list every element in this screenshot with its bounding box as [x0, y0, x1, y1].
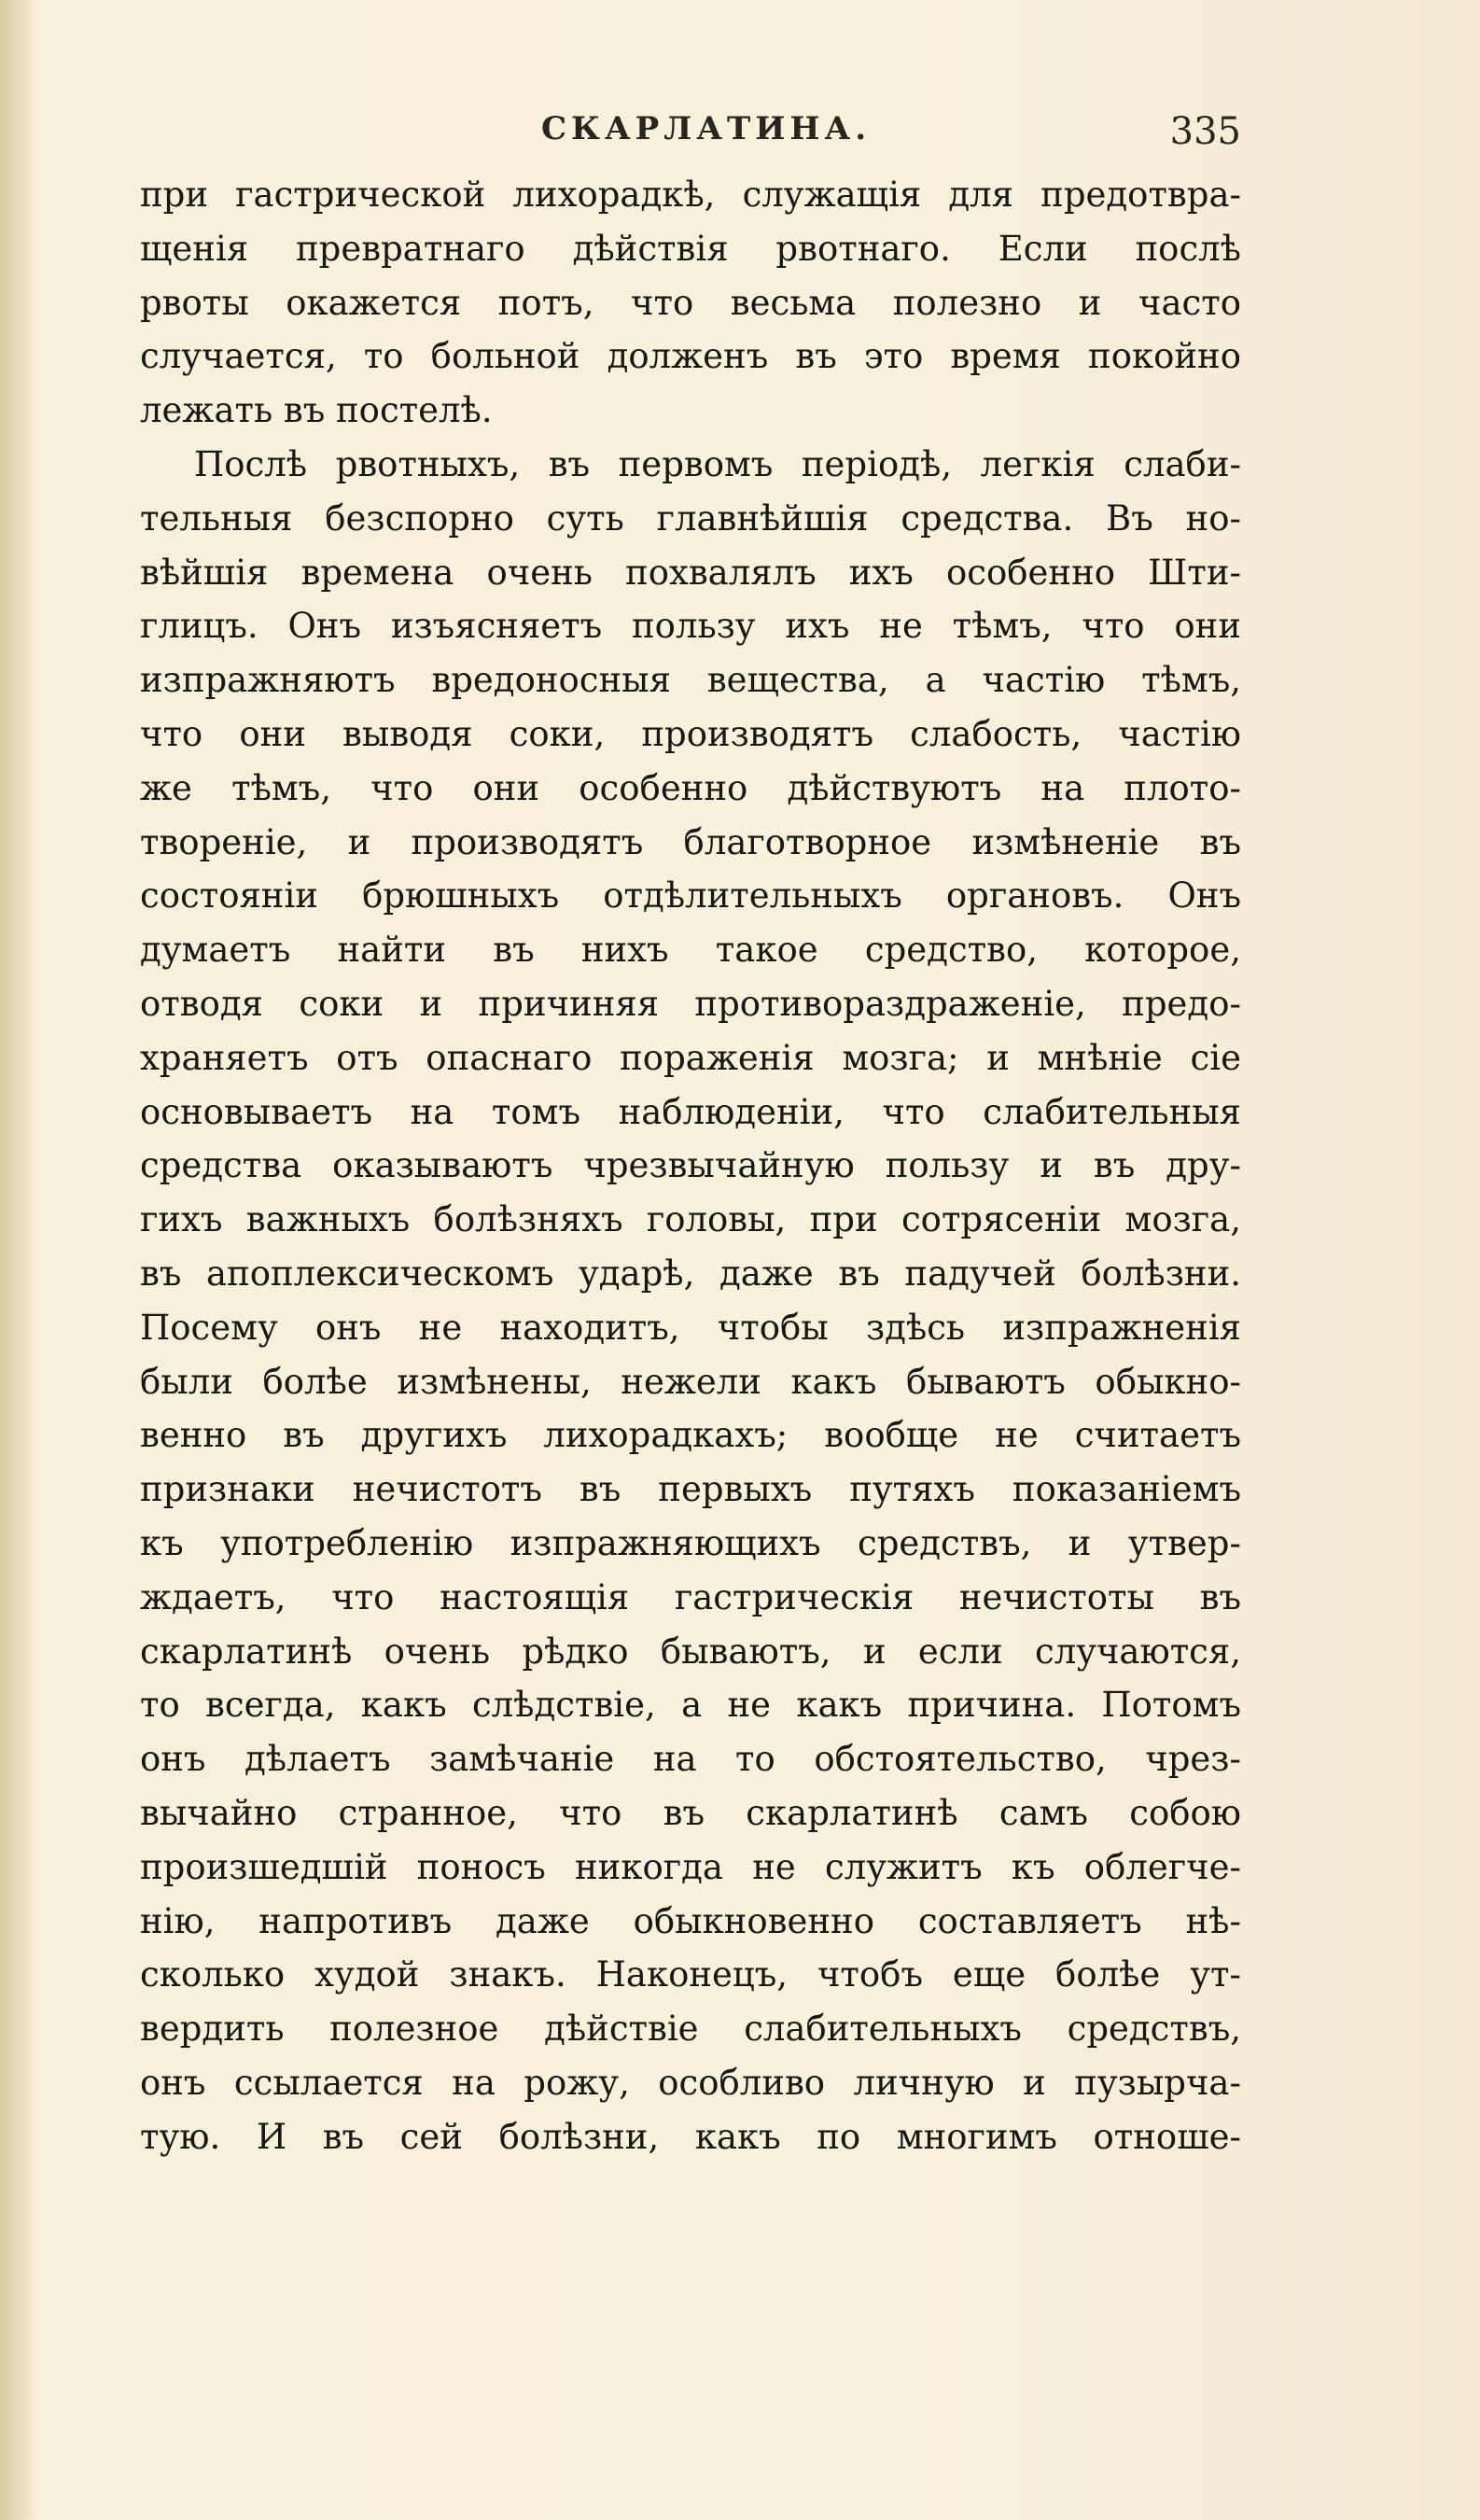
text-line: онъ ссылается на рожу, особливо личную и пузырча- [140, 2062, 1241, 2103]
text-line: лежать въ постелѣ. [140, 390, 493, 431]
text-line: случается, то больной долженъ въ это время покойно [140, 336, 1241, 377]
text-line: основываетъ на томъ наблюденіи, что слабительныя [140, 1091, 1241, 1132]
body-text [140, 168, 1241, 2163]
page-number: 335 [1169, 110, 1241, 153]
text-line: сколько худой знакъ. Наконецъ, чтобъ еще болѣе ут- [140, 1954, 1241, 1995]
text-line: онъ дѣлаетъ замѣчаніе на то обстоятельство, чрез- [140, 1739, 1241, 1780]
text-line: ждаетъ, что настоящія гастрическія нечистоты въ [140, 1576, 1241, 1617]
text-line: то всегда, какъ слѣдствіе, а не какъ причина. Потомъ [140, 1685, 1241, 1726]
text-line: средства оказываютъ чрезвычайную пользу и въ дру- [140, 1145, 1241, 1186]
text-line: къ употребленію изпражняющихъ средствъ, и утвер- [140, 1522, 1241, 1563]
text-line: тую. И въ сей болѣзни, какъ по многимъ отноше- [140, 2116, 1241, 2157]
text-line: твореніе, и производятъ благотворное измѣненіе въ [140, 821, 1241, 862]
text-line: признаки нечистотъ въ первыхъ путяхъ показаніемъ [140, 1469, 1241, 1510]
text-line: что они выводя соки, производятъ слабость, частію [140, 713, 1241, 754]
text-line: думаетъ найти въ нихъ такое средство, которое, [140, 930, 1241, 971]
text-line: рвоты окажется потъ, что весьма полезно и часто [140, 282, 1241, 323]
running-title: СКАРЛАТИНА. [541, 110, 872, 147]
page-header [140, 110, 1241, 166]
text-line: храняетъ отъ опаснаго пораженія мозга; и мнѣніе сіе [140, 1037, 1241, 1078]
text-line: были болѣе измѣнены, нежели какъ бываютъ обыкно- [140, 1361, 1241, 1402]
text-line: Посему онъ не находитъ, чтобы здѣсь изпражненія [140, 1307, 1241, 1348]
text-line: произшедшій поносъ никогда не служитъ къ облегче- [140, 1846, 1241, 1887]
text-line: вѣйшія времена очень похвалялъ ихъ особенно Шти- [140, 552, 1241, 593]
text-line: щенія превратнаго дѣйствія рвотнаго. Если послѣ [140, 228, 1241, 269]
text-line: состояніи брюшныхъ отдѣлительныхъ органовъ. Онъ [140, 875, 1241, 917]
text-line: въ апоплексическомъ ударѣ, даже въ падучей болѣзни. [140, 1253, 1241, 1294]
text-line: гихъ важныхъ болѣзняхъ головы, при сотрясеніи мозга, [140, 1199, 1241, 1240]
text-line: Послѣ рвотныхъ, въ первомъ періодѣ, легкія слаби- [194, 443, 1241, 484]
text-line: тельныя безспорно суть главнѣйшія средства. Въ но- [140, 497, 1241, 539]
text-line: же тѣмъ, что они особенно дѣйствуютъ на плото- [140, 767, 1241, 808]
text-line: венно въ другихъ лихорадкахъ; вообще не считаетъ [140, 1415, 1241, 1456]
page-gutter [0, 0, 35, 2520]
text-line: нію, напротивъ даже обыкновенно составляетъ нѣ- [140, 1900, 1241, 1941]
text-line: изпражняютъ вредоносныя вещества, а частію тѣмъ, [140, 660, 1241, 701]
text-line: вычайно странное, что въ скарлатинѣ самъ собою [140, 1792, 1241, 1833]
text-line: при гастрической лихорадкѣ, служащія для предотвра- [140, 175, 1241, 215]
text-line: глицъ. Онъ изъясняетъ пользу ихъ не тѣмъ, что они [140, 606, 1241, 647]
text-line: вердить полезное дѣйствіе слабительныхъ средствъ, [140, 2009, 1241, 2050]
text-line: скарлатинѣ очень рѣдко бываютъ, и если случаются, [140, 1631, 1241, 1672]
text-line: отводя соки и причиняя противораздраженіе, предо- [140, 983, 1241, 1024]
